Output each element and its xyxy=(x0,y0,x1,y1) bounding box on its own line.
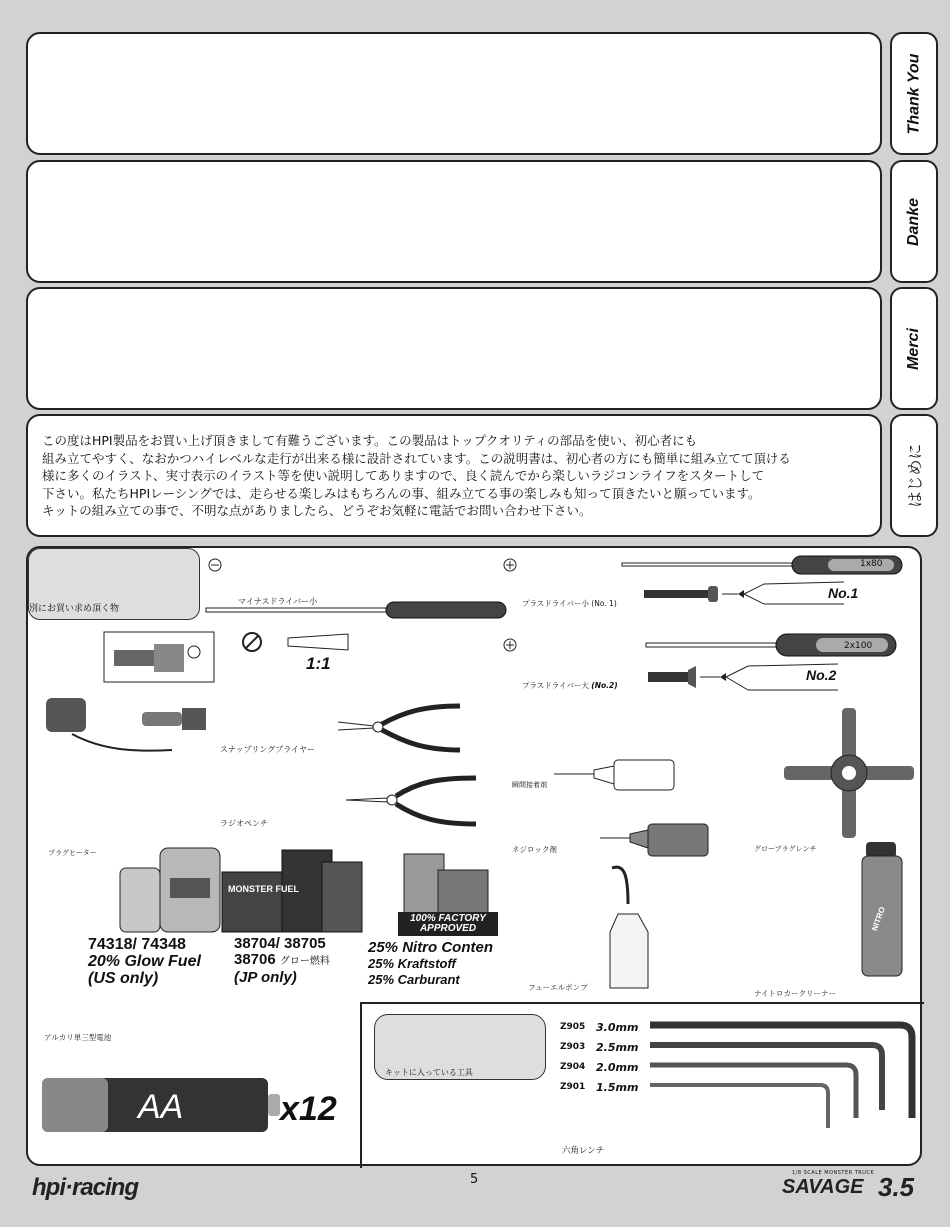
thread-lock-label: ネジロック剤 xyxy=(512,845,557,854)
glow-plug-wrench-icon xyxy=(784,708,914,838)
fuel-jp-info xyxy=(234,936,330,986)
tab-merci-label: Merci xyxy=(904,327,922,370)
no1-label: No.1 xyxy=(828,585,859,601)
intro-line: この度はHPI製品をお買い上げ頂きまして有難うございます。この製品はトップクオリティの部品を使い、初心者にも xyxy=(42,433,698,448)
fuel-pump-label: フューエルポンプ xyxy=(528,983,588,992)
intro-line: 下さい。私たちHPIレーシングでは、走らせる楽しみはもちろんの事、組み立てる事の楽しみも知って頂きたいと願っています。 xyxy=(42,485,761,501)
tab-merci xyxy=(890,287,938,410)
hex-code: Z904 xyxy=(560,1062,586,1072)
flat-screwdriver-icon xyxy=(206,598,506,628)
included-tools-header: キットに入っている工具 xyxy=(385,1068,473,1077)
tools-panel xyxy=(26,546,922,1166)
savage-version: 3.5 xyxy=(878,1172,915,1202)
snap-ring-pliers-icon xyxy=(334,702,464,754)
tab-hajimeni xyxy=(890,414,938,537)
intro-text xyxy=(42,432,791,520)
plus-symbol-icon xyxy=(503,558,517,572)
thread-lock-icon xyxy=(600,824,710,858)
tab-thank-you xyxy=(890,32,938,155)
phillips-large-label xyxy=(522,680,618,691)
glow-heater-icon xyxy=(42,690,212,760)
instant-glue-icon xyxy=(554,758,674,792)
fuel-eu-line2: 25% Kraftstoff xyxy=(368,956,456,971)
hex-size: 1.5mm xyxy=(596,1081,639,1094)
radio-pliers-label: ラジオペンチ xyxy=(220,819,268,828)
phillips-large-no: (No.2) xyxy=(591,681,618,690)
fuel-eu-line3: 25% Carburant xyxy=(368,972,460,987)
nitro-cleaner-label: ナイトロカークリーナー xyxy=(754,989,836,998)
engine-detail-icon xyxy=(104,632,214,684)
minus-symbol-icon xyxy=(208,558,222,572)
hpi-racing-logo: hpi·racing xyxy=(32,1174,139,1201)
snap-ring-pliers-label: スナップリングプライヤー xyxy=(220,745,315,754)
factory-approved-line: APPROVED xyxy=(419,923,477,934)
fuel-eu-line1: 25% Nitro Conten xyxy=(368,939,494,956)
hex-wrenches-icon xyxy=(650,1018,920,1128)
plus-symbol-icon xyxy=(503,638,517,652)
fuel-us-codes: 74318/ 74348 xyxy=(88,936,186,953)
savage-tagline: 1/8 SCALE MONSTER TRUCK xyxy=(792,1170,875,1176)
phillips-small-label: プラスドライバー小 (No. 1) xyxy=(522,599,617,608)
intro-line: キットの組み立ての事で、不明な点がありましたら、どうぞお気軽に電話でお問い合わせ下さい。 xyxy=(42,503,592,518)
savage-name: SAVAGE xyxy=(782,1176,864,1198)
fuel-jp-code2: 38706 xyxy=(234,951,276,968)
radio-pliers-icon xyxy=(342,774,482,828)
instant-glue-label: 瞬間接着剤 xyxy=(512,781,547,789)
savage-logo xyxy=(782,1170,920,1204)
battery-qty: x12 xyxy=(280,1090,337,1128)
nitro-can-logo: NITRO xyxy=(870,905,887,933)
hex-code: Z901 xyxy=(560,1082,586,1092)
danke-box xyxy=(26,160,882,283)
hex-size: 2.5mm xyxy=(596,1041,639,1054)
tools-header-box xyxy=(28,548,200,620)
battery-text: AA xyxy=(138,1088,184,1126)
tab-danke xyxy=(890,160,938,283)
included-tools-header-box xyxy=(374,1014,546,1080)
fuel-eu-info xyxy=(368,940,493,988)
intro-line: 組み立てやすく、なおかつハイレベルな走行が出来る様に設計されています。この説明書は、初心者の方にも簡単に組み立てて頂ける xyxy=(42,450,791,466)
factory-approved xyxy=(402,914,494,934)
fuel-jp-desc: グロー燃料 xyxy=(279,956,330,967)
phillips-large-text: プラスドライバー大 xyxy=(522,681,589,690)
scale-label: 1:1 xyxy=(306,654,331,673)
fuel-us-desc: 20% Glow Fuel xyxy=(88,953,201,970)
factory-approved-line: 100% FACTORY xyxy=(410,913,486,924)
glow-heater-label: プラグヒーター xyxy=(48,849,97,857)
page-number: 5 xyxy=(470,1172,479,1187)
us-fuel-bottles-icon xyxy=(116,838,226,938)
phillips-small-size: 1x80 xyxy=(860,559,883,569)
merci-box xyxy=(26,287,882,410)
flat-driver-label: マイナスドライバー小 xyxy=(238,597,318,606)
hex-code: Z903 xyxy=(560,1042,586,1052)
hex-size: 3.0mm xyxy=(596,1021,639,1034)
monster-fuel-logo: MONSTER FUEL xyxy=(228,884,299,894)
fuel-pump-icon xyxy=(604,864,664,994)
nitro-cleaner-can-icon xyxy=(860,842,910,982)
phillips-large-size: 2x100 xyxy=(844,641,873,651)
tab-thank-you-label: Thank You xyxy=(905,53,922,134)
japanese-intro-box xyxy=(26,414,882,537)
glow-wrench-label: グロープラグレンチ xyxy=(754,845,817,853)
fuel-us-info xyxy=(88,936,201,987)
battery-label: アルカリ単三型電池 xyxy=(44,1033,112,1042)
tab-danke-label: Danke xyxy=(905,197,922,246)
tab-hajimeni-label: はじめに xyxy=(907,443,925,508)
screw-no1-icon xyxy=(644,582,844,610)
hex-size: 2.0mm xyxy=(596,1061,639,1074)
fuel-jp-note: (JP only) xyxy=(234,969,297,986)
fuel-jp-code-line xyxy=(234,952,330,970)
no2-label: No.2 xyxy=(806,667,837,683)
fuel-us-note: (US only) xyxy=(88,970,159,987)
tools-header: 別にお買い求め頂く物 xyxy=(29,604,120,614)
fuel-jp-codes: 38704/ 38705 xyxy=(234,935,326,952)
hex-code: Z905 xyxy=(560,1022,586,1032)
monster-fuel-cans-icon xyxy=(222,846,362,936)
thank-you-box xyxy=(26,32,882,155)
hex-wrench-label: 六角レンチ xyxy=(562,1146,605,1156)
intro-line: 様に多くのイラスト、実寸表示のイラスト等を使い説明してありますので、良く読んでから楽しいラジコンライフをスタートして xyxy=(42,468,765,483)
